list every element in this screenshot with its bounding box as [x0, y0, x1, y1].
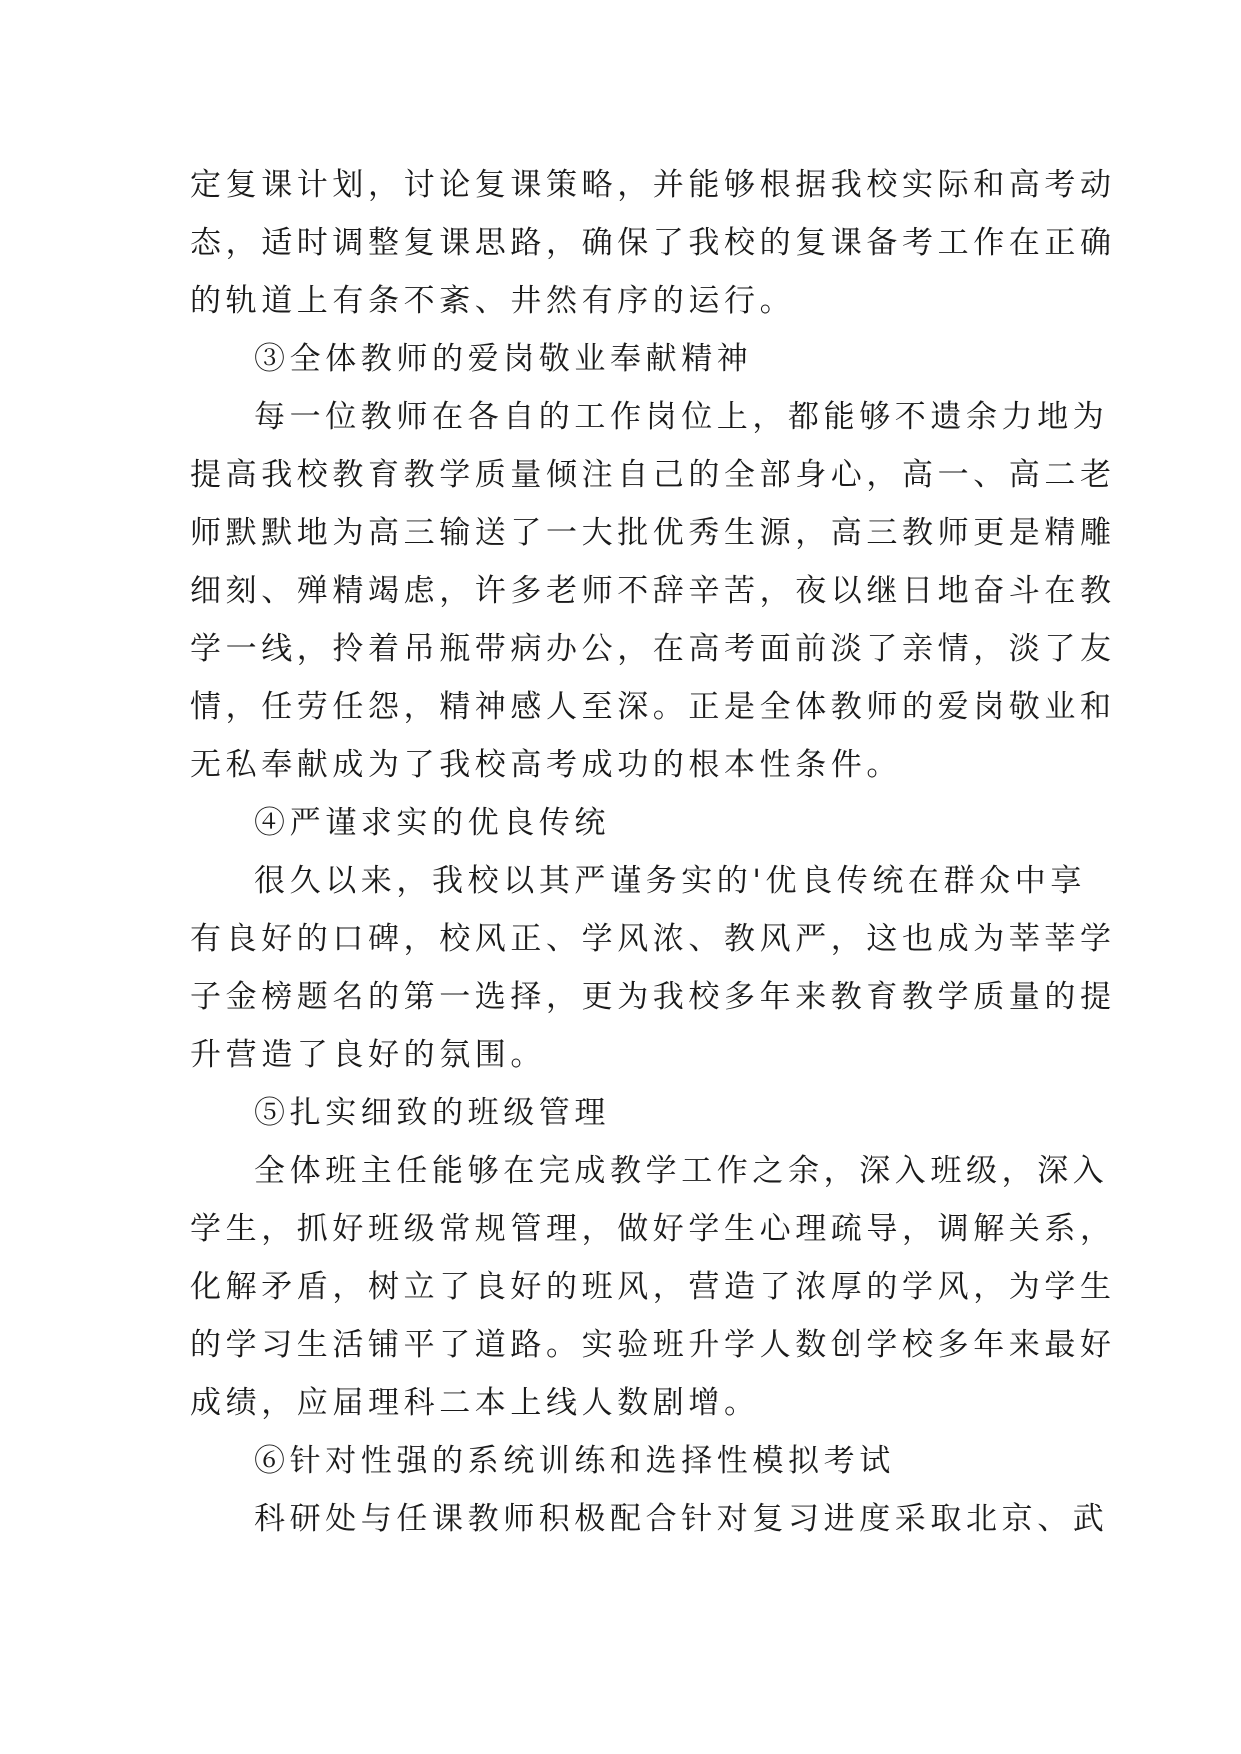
body-text-line: 提高我校教育教学质量倾注自己的全部身心，高一、高二老 [190, 457, 1116, 493]
body-text-line: 子金榜题名的第一选择，更为我校多年来教育教学质量的提 [190, 979, 1116, 1015]
body-text-line: 化解矛盾，树立了良好的班风，营造了浓厚的学风，为学生 [190, 1269, 1116, 1305]
body-text-line: 的学习生活铺平了道路。实验班升学人数创学校多年来最好 [190, 1327, 1116, 1363]
body-text-line: 无私奉献成为了我校高考成功的根本性条件。 [190, 747, 902, 783]
section-heading: ④严谨求实的优良传统 [254, 805, 610, 841]
body-text-line: 全体班主任能够在完成教学工作之余，深入班级，深入 [254, 1153, 1109, 1189]
body-text-line: 每一位教师在各自的工作岗位上，都能够不遗余力地为 [254, 399, 1109, 435]
body-text-line: 科研处与任课教师积极配合针对复习进度采取北京、武 [254, 1501, 1109, 1537]
body-text-line: 有良好的口碑，校风正、学风浓、教风严，这也成为莘莘学 [190, 921, 1116, 957]
body-text-line: 情，任劳任怨，精神感人至深。正是全体教师的爱岗敬业和 [190, 689, 1116, 725]
body-text-line: 态，适时调整复课思路，确保了我校的复课备考工作在正确 [190, 225, 1116, 261]
body-text-line: 学生，抓好班级常规管理，做好学生心理疏导，调解关系， [190, 1211, 1116, 1247]
body-text-line: 定复课计划，讨论复课策略，并能够根据我校实际和高考动 [190, 167, 1116, 203]
section-heading: ⑤扎实细致的班级管理 [254, 1095, 610, 1131]
body-text-line: 升营造了良好的氛围。 [190, 1037, 546, 1073]
body-text-line: 成绩，应届理科二本上线人数剧增。 [190, 1385, 760, 1421]
body-text-line: 学一线，拎着吊瓶带病办公，在高考面前淡了亲情，淡了友 [190, 631, 1116, 667]
body-text-line: 的轨道上有条不紊、井然有序的运行。 [190, 283, 796, 319]
body-text-line: 师默默地为高三输送了一大批优秀生源，高三教师更是精雕 [190, 515, 1116, 551]
body-text-line: 很久以来，我校以其严谨务实的'优良传统在群众中享 [254, 863, 1086, 899]
section-heading: ③全体教师的爱岗敬业奉献精神 [254, 341, 753, 377]
body-text-line: 细刻、殚精竭虑，许多老师不辞辛苦，夜以继日地奋斗在教 [190, 573, 1116, 609]
section-heading: ⑥针对性强的系统训练和选择性模拟考试 [254, 1443, 895, 1479]
